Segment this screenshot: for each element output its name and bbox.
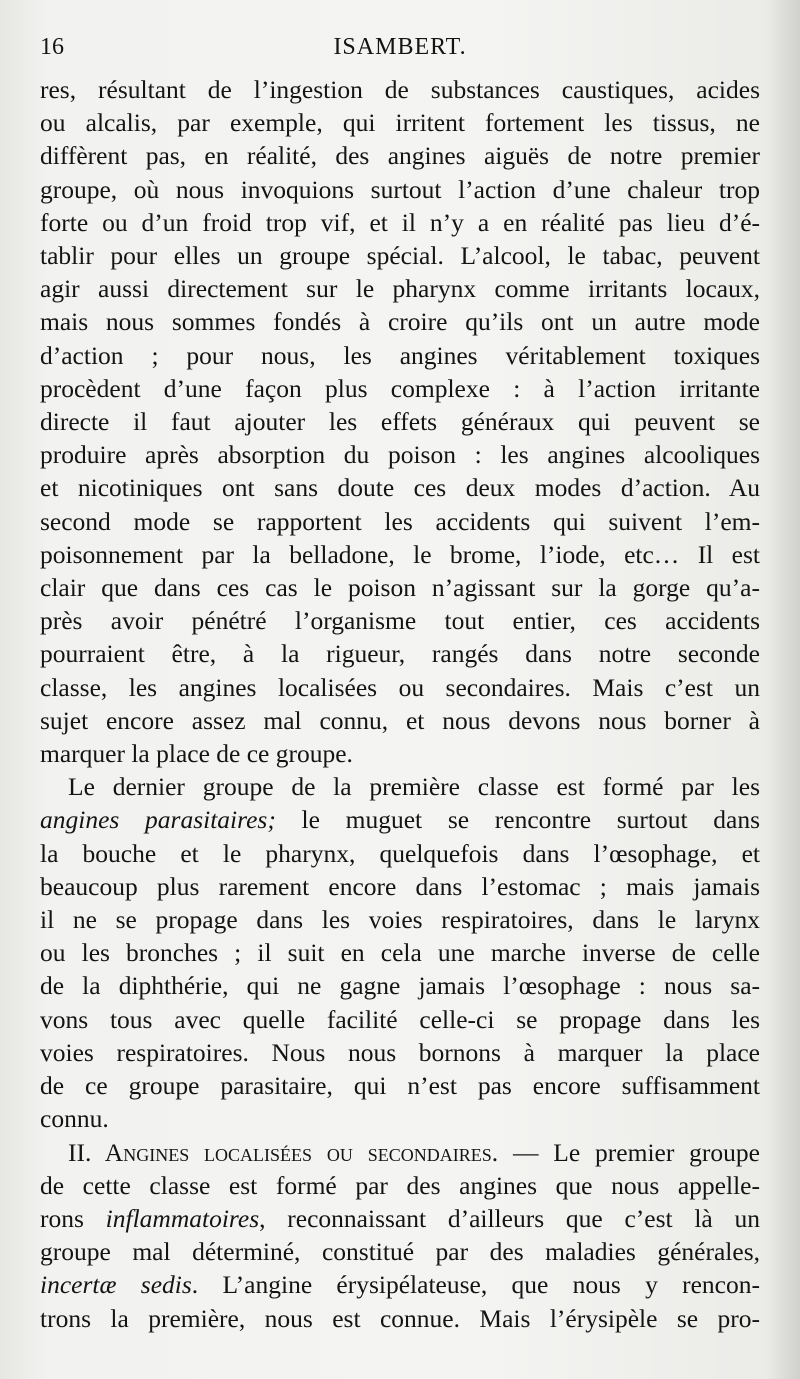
line-text: ou les bronches ; il suit en cela une marche inverse de celle <box>40 938 760 968</box>
text-line <box>40 704 760 737</box>
text-line <box>40 870 760 903</box>
line-text: . L’angine érysipélateuse, que nous y rencon- <box>191 1270 760 1300</box>
line-text: sujet encore assez mal connu, et nous devons nous borner à <box>40 705 760 735</box>
text-line <box>40 405 760 438</box>
line-text: près avoir pénétré l’organisme tout entier, ces accidents <box>40 606 760 636</box>
line-text: produire après absorption du poison : les angines alcooliques <box>40 440 760 470</box>
line-text: classe, les angines localisées ou secondaires. Mais c’est un <box>40 672 760 702</box>
line-text: trons la première, nous est connue. Mais l’érysipèle se pro- <box>40 1303 760 1333</box>
line-text: il ne se propage dans les voies respiratoires, dans le larynx <box>40 905 760 935</box>
text-line <box>40 505 760 538</box>
text-line <box>40 903 760 936</box>
line-text: de la diphthérie, qui ne gagne jamais l’œsophage : nous sa- <box>40 971 760 1001</box>
line-text: procèdent d’une façon plus complexe : à l’action irritante <box>40 373 760 403</box>
italic-term: angines parasitaires; <box>40 805 276 835</box>
section-heading: II. Angines localisées ou secondaires. <box>68 1137 499 1167</box>
line-text: agir aussi directement sur le pharynx comme irritants locaux, <box>40 274 760 304</box>
line-text: et nicotiniques ont sans doute ces deux modes d’action. Au <box>40 473 760 503</box>
line-text: d’action ; pour nous, les angines véritablement toxiques <box>40 340 760 370</box>
text-line <box>40 671 760 704</box>
text-line <box>40 637 760 670</box>
line-text: marquer la place de ce groupe. <box>40 739 353 769</box>
text-line <box>40 1235 760 1268</box>
text-line <box>40 737 760 770</box>
page-number: 16 <box>40 34 64 60</box>
line-text: le muguet se rencontre surtout dans <box>275 805 761 835</box>
text-line <box>40 538 760 571</box>
line-text: groupe mal déterminé, constitué par des maladies générales, <box>40 1237 760 1267</box>
text-line <box>40 305 760 338</box>
line-text: diffèrent pas, en réalité, des angines aiguës de notre premier <box>40 141 760 171</box>
line-text: — Le premier groupe <box>498 1137 760 1167</box>
line-text: rons <box>40 1203 106 1233</box>
line-text: voies respiratoires. Nous nous bornons à marquer la place <box>40 1037 760 1067</box>
line-text: directe il faut ajouter les effets généraux qui peuvent se <box>40 407 760 437</box>
line-text: tablir pour elles un groupe spécial. L’alcool, le tabac, peuvent <box>40 241 760 271</box>
line-text: beaucoup plus rarement encore dans l’estomac ; mais jamais <box>40 871 760 901</box>
italic-term: incertæ sedis <box>40 1270 192 1300</box>
line-text: groupe, où nous invoquions surtout l’action d’une chaleur trop <box>40 174 760 204</box>
text-line <box>40 1102 760 1135</box>
text-line <box>40 372 760 405</box>
text-line <box>40 1003 760 1036</box>
line-text: , reconnaissant d’ailleurs que c’est là un <box>259 1203 760 1233</box>
text-line <box>40 206 760 239</box>
line-text: la bouche et le pharynx, quelquefois dans l’œsophage, et <box>40 838 760 868</box>
text-line <box>40 339 760 372</box>
text-line <box>40 1302 760 1335</box>
text-line <box>40 438 760 471</box>
text-line <box>40 106 760 139</box>
text-line <box>40 1136 760 1169</box>
text-line <box>40 936 760 969</box>
text-line <box>40 604 760 637</box>
text-line <box>40 1268 760 1301</box>
line-text: de cette classe est formé par des angines que nous appelle- <box>40 1170 760 1200</box>
text-line <box>40 1036 760 1069</box>
page-header <box>40 30 760 70</box>
text-line <box>40 1202 760 1235</box>
line-text: forte ou d’un froid trop vif, et il n’y a en réalité pas lieu d’é- <box>40 207 760 237</box>
line-text: mais nous sommes fondés à croire qu’ils ont un autre mode <box>40 307 760 337</box>
text-line <box>40 139 760 172</box>
line-text: poisonnement par la belladone, le brome, l’iode, etc… Il est <box>40 539 760 569</box>
line-text: pourraient être, à la rigueur, rangés dans notre seconde <box>40 639 760 669</box>
line-text: clair que dans ces cas le poison n’agissant sur la gorge qu’a- <box>40 573 760 603</box>
text-line <box>40 272 760 305</box>
text-line <box>40 1069 760 1102</box>
line-text: de ce groupe parasitaire, qui n’est pas encore suffisamment <box>40 1071 760 1101</box>
running-head: ISAMBERT. <box>333 34 467 60</box>
line-text: ou alcalis, par exemple, qui irritent fortement les tissus, ne <box>40 108 760 138</box>
line-text: second mode se rapportent les accidents qui suivent l’em- <box>40 506 760 536</box>
text-line <box>40 770 760 803</box>
text-line <box>40 471 760 504</box>
line-text: connu. <box>40 1104 109 1134</box>
line-text: Le dernier groupe de la première classe est formé par les <box>68 772 760 802</box>
italic-term: inflammatoires <box>105 1203 260 1233</box>
text-line <box>40 1169 760 1202</box>
line-text: res, résultant de l’ingestion de substances caustiques, acides <box>40 75 760 104</box>
text-line <box>40 173 760 206</box>
text-line <box>40 73 760 106</box>
text-line <box>40 837 760 870</box>
text-line <box>40 571 760 604</box>
body-text <box>40 73 760 1335</box>
line-text: vons tous avec quelle facilité celle-ci se propage dans les <box>40 1004 760 1034</box>
text-line <box>40 803 760 836</box>
page-edge-shadow <box>766 0 800 1379</box>
text-line <box>40 969 760 1002</box>
text-line <box>40 239 760 272</box>
